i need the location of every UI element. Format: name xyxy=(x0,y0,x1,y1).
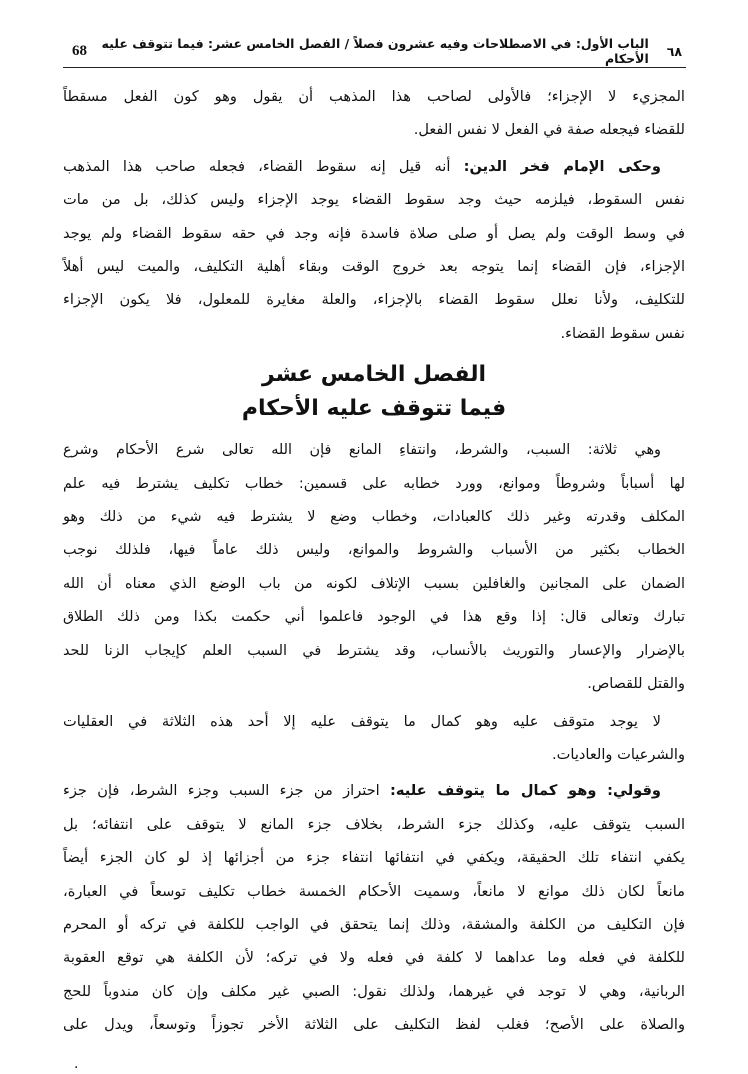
text-line: والقتل للقصاص. xyxy=(587,676,685,693)
text-line: بالإضرار والإعسار والتوريث بالأنساب، وقد يشترط في السبب العلم كإيجاب الزنا للحد xyxy=(63,642,685,659)
text-line: الربانية، وهي لا توجد في غيرهما، ولذلك نقول: الصبي غير مكلف وإن كان مندوباً للحج xyxy=(63,982,685,1000)
page-number: 68 xyxy=(72,42,87,59)
running-title: الباب الأول: في الاصطلاحات وفيه عشرون فصلاً / الفصل الخامس عشر: فيما تتوقف عليه الأحكام xyxy=(101,36,649,66)
bold-lead: وقولي: وهو كمال ما يتوقف عليه: xyxy=(390,782,662,800)
text-line: وهي ثلاثة: السبب، والشرط، وانتفاءِ المانع فإن الله تعالى شرع الأحكام وشرع xyxy=(63,442,661,459)
text-line: الضمان على المجانين والغافلين بسبب الإتلاف لكونه من باب الوضع الذي معناه أن الله xyxy=(63,575,685,592)
text-line: والشرعيات والعاديات. xyxy=(552,745,685,763)
footer-mark: . xyxy=(74,1056,79,1072)
text-line: للقضاء فيجعله صفة في الفعل لا نفس الفعل. xyxy=(413,121,685,139)
text-line: لا يوجد متوقف عليه وهو كمال ما يتوقف عليه إلا أحد هذه الثلاثة في العقليات xyxy=(63,712,661,730)
text-line: تبارك وتعالى قال: إذا وقع هذا في الوجود فاعلموا أني حكمت بكذا ومن ذلك الطلاق xyxy=(63,609,685,626)
text-line: في وسط الوقت ولم يصل أو صلى صلاة فاسدة فإنه وجد في حقه سقوط القضاء ولم يوجد xyxy=(63,224,685,242)
text-line: يكفي انتفاء تلك الحقيقة، ويكفي في انتفائها انتفاء جزء من أجزائها إذ لو كان الجزء أيضاً xyxy=(63,849,685,867)
page-number-arabic: ٦٨ xyxy=(666,43,682,59)
text-line xyxy=(63,774,685,807)
text-line: للتكليف، ولأنا نعلل سقوط القضاء بالإجزاء، والعلة مغايرة للمعلول، فلا يكون الإجزاء xyxy=(63,291,685,309)
paragraph-5 xyxy=(63,774,685,1041)
text-line: فإن التكليف من الكلفة والمشقة، وذلك إنما يتحقق في الواجب للكلفة في تركه أو المحرم xyxy=(63,915,685,933)
text-line: المجزيء لا الإجزاء؛ فالأولى لصاحب هذا المذهب أن يقول وهو كون الفعل مسقطاً xyxy=(63,88,685,105)
text-line: الخطاب بكثير من الأسباب والشروط والموانع، وليس ذلك عاماً فيها، فلذلك نوجب xyxy=(63,542,685,559)
paragraph-2 xyxy=(63,150,685,350)
text-line: لها أسباباً وشروطاً وموانع، وورد خطابه على قسمين: خطاب تكليف يشترط فيه علم xyxy=(63,475,685,492)
section-subtitle: فيما تتوقف عليه الأحكام xyxy=(241,396,507,422)
section-title: الفصل الخامس عشر xyxy=(261,362,486,388)
paragraph-1 xyxy=(63,80,685,147)
text-line xyxy=(63,150,685,183)
text-line: الإجزاء، فإن القضاء إنما يتوجه بعد خروج الوقت وبقاء أهلية التكليف، والميت ليس أهلاً xyxy=(63,258,685,276)
text-line: مانعاً لكان ذلك موانع لا مانعاً، وسميت الأحكام الخمسة خطاب تكليف توسعاً في العبارة، xyxy=(63,882,685,900)
running-header xyxy=(72,36,682,66)
bold-lead: وحكى الإمام فخر الدين: xyxy=(463,157,661,175)
paragraph-3 xyxy=(63,434,685,701)
header-rule xyxy=(63,67,686,68)
text-line: المكلف وقدرته وغير ذلك كالعبادات، وخطاب وضع لا يشترط فيه شيء من ذلك وهو xyxy=(63,509,685,526)
text-span: أنه قيل إنه سقوط القضاء، فجعله صاحب هذا المذهب xyxy=(63,157,464,175)
text-line: للكلفة في فعله وما عداهما لا كلفة في فعله ولا في تركه؛ لأن الكلفة هي توقع العقوبة xyxy=(63,949,685,967)
text-line: نفس سقوط القضاء. xyxy=(560,324,685,342)
text-line: السبب يتوقف عليه، وكذلك جزء الشرط، بخلاف جزء المانع لا يتوقف على انتفائه؛ بل xyxy=(63,815,685,833)
text-line: والصلاة على الأصح؛ فغلب لفظ التكليف على الثلاثة الأخر تجوزاً وتوسعاً، ويدل على xyxy=(63,1016,685,1034)
text-span: احتراز من جزء السبب وجزء الشرط، فإن جزء xyxy=(63,782,391,800)
paragraph-4 xyxy=(63,705,685,772)
page-body xyxy=(63,80,685,1042)
text-line: نفس السقوط، فيلزمه حيث وجد سقوط القضاء يوجد الإجزاء وليس كذلك، بل من مات xyxy=(63,191,685,209)
